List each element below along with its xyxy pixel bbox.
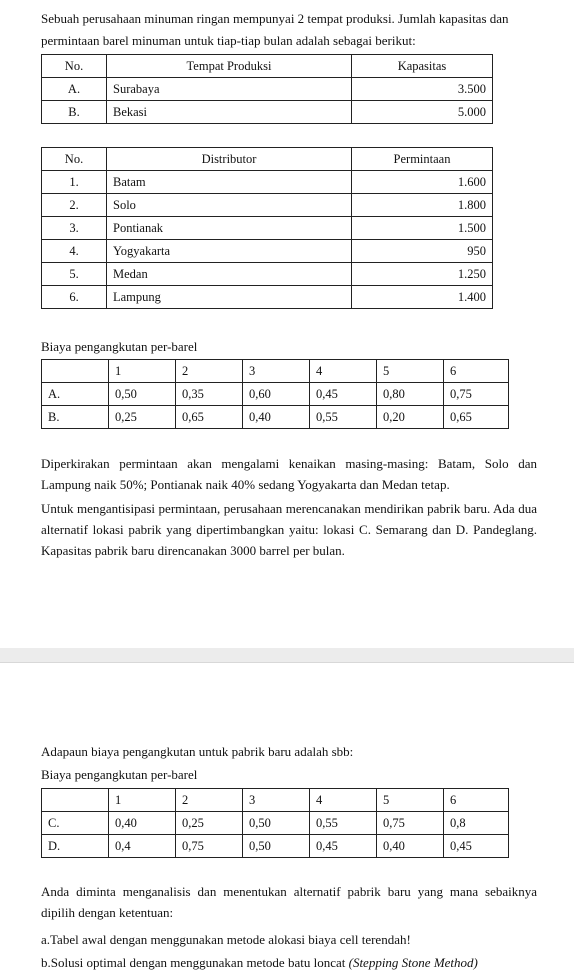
task-b	[41, 952, 478, 973]
table-cell: 5.	[42, 263, 107, 286]
table-row	[42, 78, 493, 101]
demand-table	[41, 147, 493, 309]
table-cell: Surabaya	[107, 78, 352, 101]
table-cell: 0,80	[377, 383, 444, 406]
table-cell: 1.400	[352, 286, 493, 309]
table-cell: 0,50	[243, 835, 310, 858]
header-cell: No.	[42, 55, 107, 78]
cost-table	[41, 359, 509, 429]
table-row	[42, 263, 493, 286]
table-cell: Pontianak	[107, 217, 352, 240]
header-cell: 1	[109, 789, 176, 812]
table-row	[42, 286, 493, 309]
table-cell: 6.	[42, 286, 107, 309]
table-cell: 0,35	[176, 383, 243, 406]
table-cell: Bekasi	[107, 101, 352, 124]
table-cell: 0,4	[109, 835, 176, 858]
table-cell: 1.600	[352, 171, 493, 194]
table-cell: 0,40	[377, 835, 444, 858]
intro-line-1: Sebuah perusahaan minuman ringan mempunyai 2 tempat produksi. Jumlah kapasitas dan	[41, 11, 509, 26]
table-cell: 0,45	[444, 835, 509, 858]
table-cell: 0,20	[377, 406, 444, 429]
table-cell: Medan	[107, 263, 352, 286]
capacity-table	[41, 54, 493, 124]
table-cell: 0,75	[444, 383, 509, 406]
table-cell: 0,75	[377, 812, 444, 835]
table-cell: 0,45	[310, 835, 377, 858]
header-cell: 6	[444, 360, 509, 383]
divider	[0, 662, 574, 663]
paragraph-new-factory: Untuk mengantisipasi permintaan, perusahaan merencanakan mendirikan pabrik baru. Ada dua alternatif lokasi pabrik yang dipertimbangkan yaitu: lokasi C. Semarang dan D. Pandeglang. Kapasitas pabrik baru direncanakan 3000 barrel per bulan.	[41, 501, 537, 558]
table-cell: 1.	[42, 171, 107, 194]
header-cell: Kapasitas	[352, 55, 493, 78]
paragraph-demand-increase: Diperkirakan permintaan akan mengalami kenaikan masing-masing: Batam, Solo dan Lampung naik 50%; Pontianak naik 40% sedang Yogyakarta dan Medan tetap.	[41, 456, 537, 492]
header-cell: 2	[176, 360, 243, 383]
header-cell: 3	[243, 789, 310, 812]
table-cell: 0,40	[243, 406, 310, 429]
header-cell: Distributor	[107, 148, 352, 171]
new-cost-table	[41, 788, 509, 858]
table-cell: C.	[42, 812, 109, 835]
header-cell: 3	[243, 360, 310, 383]
table-cell: B.	[42, 406, 109, 429]
header-cell: No.	[42, 148, 107, 171]
table-cell: 1.500	[352, 217, 493, 240]
table-cell: A.	[42, 78, 107, 101]
table-cell: A.	[42, 383, 109, 406]
task-b-text: b.Solusi optimal dengan menggunakan metode batu loncat	[41, 955, 349, 970]
table-cell: 1.800	[352, 194, 493, 217]
table-header-row	[42, 148, 493, 171]
header-cell: 6	[444, 789, 509, 812]
header-cell: Tempat Produksi	[107, 55, 352, 78]
task-a: a.Tabel awal dengan menggunakan metode alokasi biaya cell terendah!	[41, 932, 411, 947]
table-cell: 3.500	[352, 78, 493, 101]
table-header-row	[42, 55, 493, 78]
table-header-row	[42, 789, 509, 812]
header-cell: 5	[377, 789, 444, 812]
table-row	[42, 194, 493, 217]
table-cell: 950	[352, 240, 493, 263]
cost-label: Biaya pengangkutan per-barel	[41, 339, 198, 354]
new-cost-intro: Adapaun biaya pengangkutan untuk pabrik baru adalah sbb:	[41, 744, 354, 759]
header-cell	[42, 789, 109, 812]
table-cell: Solo	[107, 194, 352, 217]
table-cell: 0,40	[109, 812, 176, 835]
header-cell: 2	[176, 789, 243, 812]
table-row	[42, 101, 493, 124]
table-cell: 5.000	[352, 101, 493, 124]
header-cell: Permintaan	[352, 148, 493, 171]
table-row	[42, 240, 493, 263]
table-cell: 0,50	[243, 812, 310, 835]
table-cell: 0,25	[176, 812, 243, 835]
page-break	[0, 648, 574, 662]
table-cell: 0,55	[310, 406, 377, 429]
table-cell: Yogyakarta	[107, 240, 352, 263]
header-cell: 4	[310, 360, 377, 383]
table-cell: Lampung	[107, 286, 352, 309]
new-cost-label: Biaya pengangkutan per-barel	[41, 767, 198, 782]
intro-line-2: permintaan barel minuman untuk tiap-tiap bulan adalah sebagai berikut:	[41, 33, 416, 48]
table-cell: 0,25	[109, 406, 176, 429]
header-cell	[42, 360, 109, 383]
table-cell: 0,75	[176, 835, 243, 858]
table-cell: 4.	[42, 240, 107, 263]
table-cell: 2.	[42, 194, 107, 217]
table-cell: 0,45	[310, 383, 377, 406]
table-row	[42, 812, 509, 835]
header-cell: 4	[310, 789, 377, 812]
table-cell: 1.250	[352, 263, 493, 286]
table-row	[42, 171, 493, 194]
table-cell: Batam	[107, 171, 352, 194]
table-cell: 0,60	[243, 383, 310, 406]
table-cell: 0,65	[444, 406, 509, 429]
table-cell: 0,55	[310, 812, 377, 835]
table-row	[42, 383, 509, 406]
header-cell: 5	[377, 360, 444, 383]
table-cell: 0,50	[109, 383, 176, 406]
header-cell: 1	[109, 360, 176, 383]
task-intro: Anda diminta menganalisis dan menentukan alternatif pabrik baru yang mana sebaiknya dipilih dengan ketentuan:	[41, 884, 537, 920]
table-row	[42, 217, 493, 240]
task-b-method: (Stepping Stone Method)	[348, 955, 478, 970]
table-cell: 0,65	[176, 406, 243, 429]
table-row	[42, 835, 509, 858]
table-cell: B.	[42, 101, 107, 124]
table-cell: 3.	[42, 217, 107, 240]
table-row	[42, 406, 509, 429]
table-header-row	[42, 360, 509, 383]
table-cell: 0,8	[444, 812, 509, 835]
table-cell: D.	[42, 835, 109, 858]
